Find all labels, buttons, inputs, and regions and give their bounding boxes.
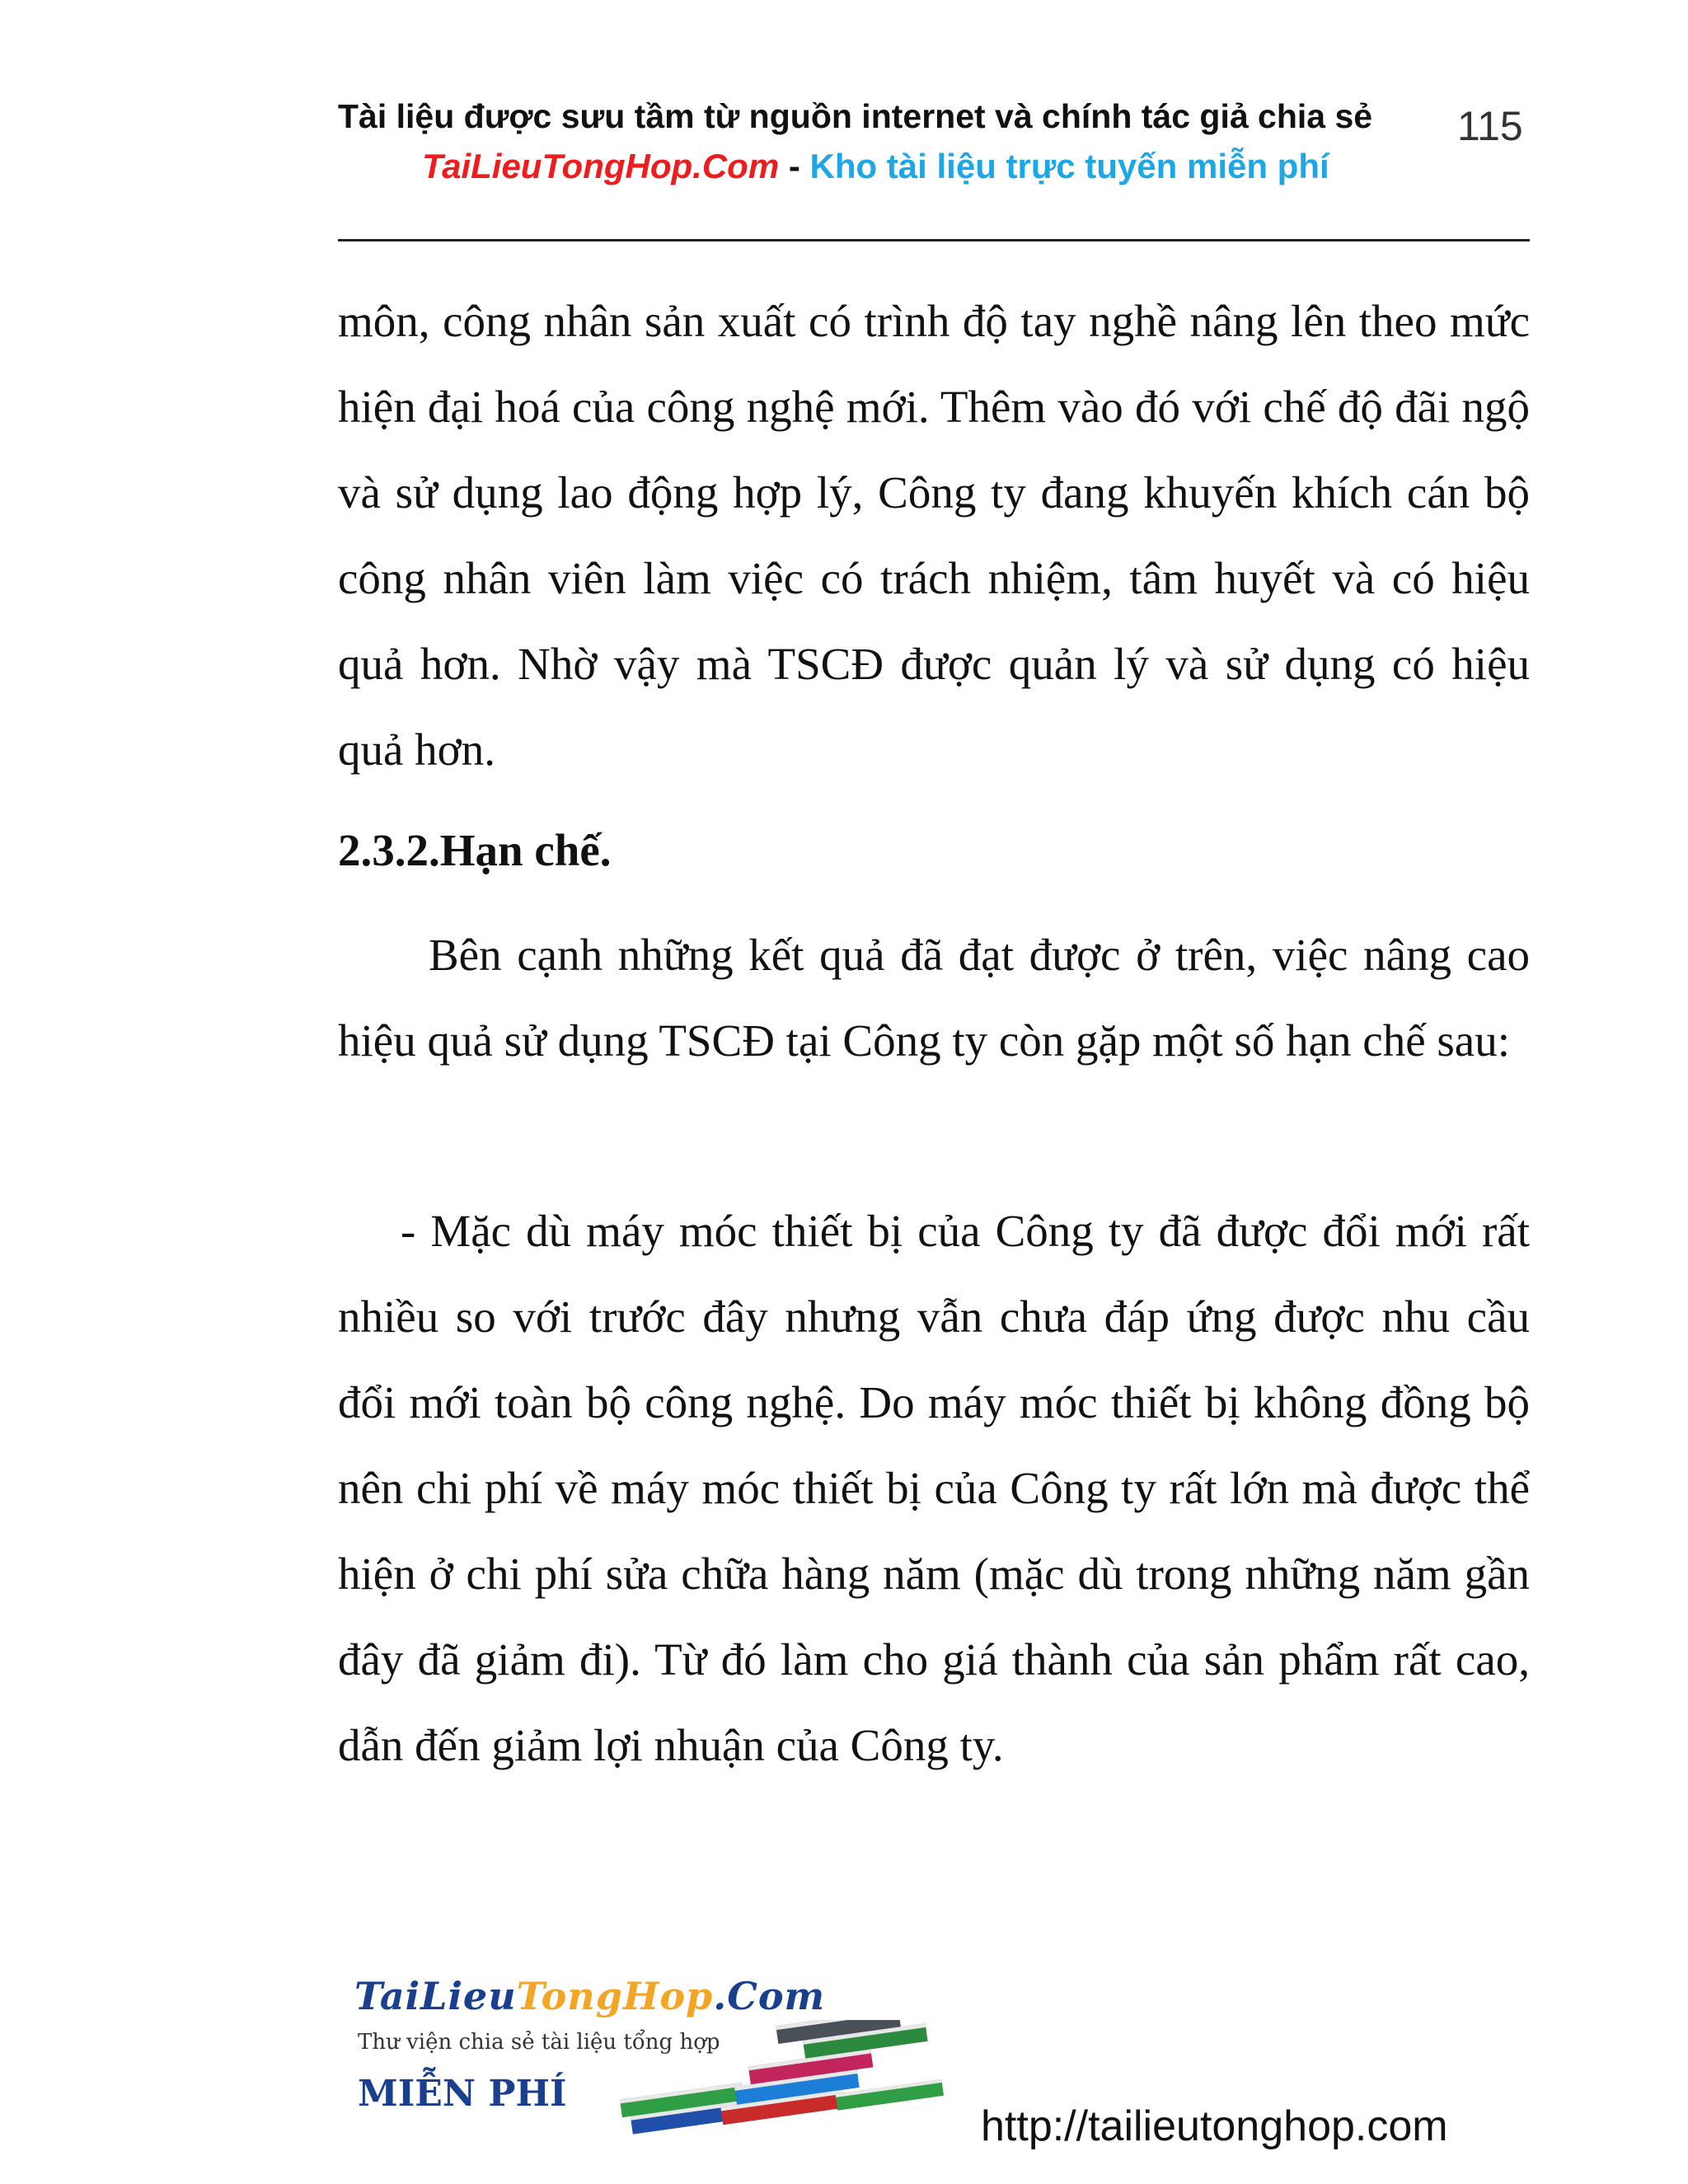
body-paragraph-2: Bên cạnh những kết quả đã đạt được ở trên, việc nâng cao hiệu quả sử dụng TSCĐ tại Công ty còn gặp một số hạn chế sau: [338, 930, 1530, 1066]
header-site-name[interactable]: TaiLieuTongHop.Com [422, 147, 780, 185]
logo-subtitle: Thư viện chia sẻ tài liệu tổng hợp [358, 2030, 720, 2055]
logo-title-part1: TaiLieu [354, 1974, 517, 2018]
header-tagline: Kho tài liệu trực tuyến miễn phí [809, 147, 1329, 185]
footer-logo[interactable] [346, 1974, 973, 2139]
header-source-note: Tài liệu được sưu tầm từ nguồn internet và chính tác giả chia sẻ [338, 97, 1373, 135]
logo-title-part3: .Com [713, 1974, 826, 2018]
body-paragraph-3: - Mặc dù máy móc thiết bị của Công ty đã được đổi mới rất nhiều so với trước đây nhưng vẫn chưa đáp ứng được nhu cầu đổi mới toàn bộ công nghệ. Do máy móc thiết bị không đồng bộ nên chi phí về máy móc thiết bị của Công ty rất lớn mà được thể hiện ở chi phí sửa chữa hàng năm (mặc dù trong những năm gần đây đã giảm đi). Từ đó làm cho giá thành của sản phẩm rất cao, dẫn đến giảm lợi nhuận của Công ty. [338, 1206, 1530, 1770]
body-paragraph-1: môn, công nhân sản xuất có trình độ tay nghề nâng lên theo mức hiện đại hoá của công nghệ mới. Thêm vào đó với chế độ đãi ngộ và sử dụng lao động hợp lý, Công ty đang khuyến khích cán bộ công nhân viên làm việc có trách nhiệm, tâm huyết và có hiệu quả hơn. Nhờ vậy mà TSCĐ được quản lý và sử dụng có hiệu quả hơn. [338, 296, 1530, 775]
page-number: 115 [1457, 103, 1523, 149]
books-icon [593, 2020, 956, 2135]
footer-url[interactable]: http://tailieutonghop.com [981, 2102, 1448, 2150]
section-heading: 2.3.2.Hạn chế. [338, 825, 612, 875]
header-site-line [422, 147, 1329, 186]
header-divider [338, 239, 1530, 241]
header-separator: - [779, 147, 810, 185]
logo-title-part2: TongHop [516, 1974, 714, 2018]
logo-free-label: MIỄN PHÍ [358, 2073, 567, 2115]
logo-title [354, 1974, 825, 2018]
